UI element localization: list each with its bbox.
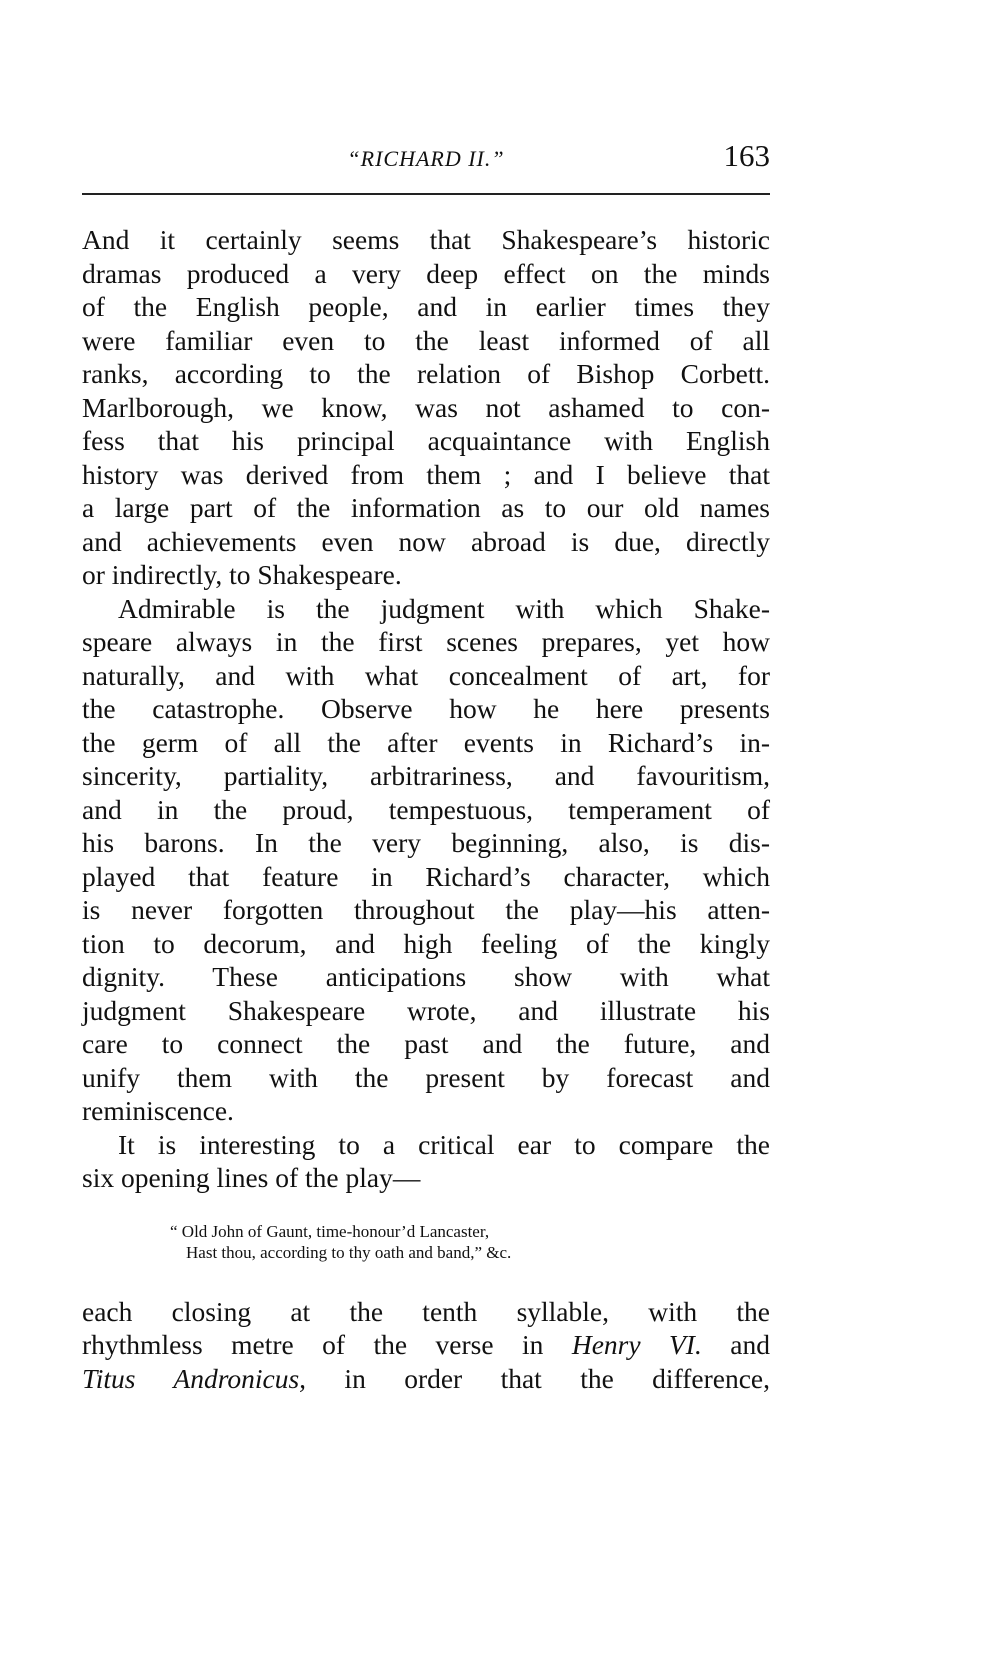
text-line: or indirectly, to Shakespeare.	[82, 559, 402, 590]
quotation-line: Hast thou, according to thy oath and band,” &c.	[186, 1242, 512, 1262]
text-line: fess that his principal acquaintance with English	[82, 425, 770, 456]
play-title-titus-andronicus: Titus Andronicus,	[82, 1362, 307, 1394]
text-line: speare always in the first scenes prepares, yet how	[82, 626, 770, 657]
text-line: care to connect the past and the future, and	[82, 1028, 770, 1059]
text-line: Marlborough, we know, was not ashamed to con-	[82, 391, 770, 423]
text-line: It is interesting to a critical ear to compare the	[118, 1128, 770, 1160]
text-line: the catastrophe. Observe how he here presents	[82, 693, 770, 724]
page-header	[82, 138, 770, 178]
text-line: And it certainly seems that Shakespeare’s historic	[82, 224, 770, 255]
verse-quotation	[170, 1221, 770, 1263]
text-line: six opening lines of the play—	[82, 1162, 421, 1193]
text-segment: and	[701, 1329, 770, 1360]
text-line: naturally, and with what concealment of art, for	[82, 659, 770, 691]
text-line	[82, 1328, 770, 1362]
text-line: were familiar even to the least informed of all	[82, 324, 770, 356]
text-line: sincerity, partiality, arbitrariness, and favouritism,	[82, 760, 770, 791]
paragraph	[82, 1128, 770, 1195]
text-line: ranks, according to the relation of Bishop Corbett.	[82, 358, 770, 389]
text-segment: in order that the difference,	[306, 1362, 770, 1394]
play-title-henry-vi: Henry VI.	[571, 1329, 702, 1360]
text-line: of the English people, and in earlier times they	[82, 291, 770, 322]
page-number: 163	[723, 138, 770, 173]
paragraph	[82, 223, 770, 592]
paragraph	[82, 1295, 770, 1396]
text-line: and in the proud, tempestuous, temperament of	[82, 793, 770, 825]
paragraph	[82, 592, 770, 1128]
text-line: the germ of all the after events in Richard’s in-	[82, 726, 770, 758]
text-line	[82, 1362, 770, 1396]
text-line: played that feature in Richard’s character, which	[82, 860, 770, 892]
body-text	[82, 223, 770, 1395]
running-head: “RICHARD II.”	[347, 146, 505, 171]
text-line: dignity. These anticipations show with what	[82, 961, 770, 992]
quotation-line: “ Old John of Gaunt, time-honour’d Lancaster,	[170, 1221, 490, 1241]
text-line: a large part of the information as to our old names	[82, 492, 770, 523]
text-line: tion to decorum, and high feeling of the kingly	[82, 927, 770, 959]
text-line: dramas produced a very deep effect on the minds	[82, 257, 770, 289]
text-line: judgment Shakespeare wrote, and illustrate his	[82, 994, 770, 1026]
text-line: reminiscence.	[82, 1095, 234, 1126]
text-line: and achievements even now abroad is due, directly	[82, 525, 770, 557]
text-line: Admirable is the judgment with which Shake-	[118, 592, 770, 624]
header-rule	[82, 193, 770, 195]
text-segment: rhythmless metre of the verse in	[82, 1329, 572, 1360]
text-line: history was derived from them ; and I believe that	[82, 458, 770, 490]
text-line: is never forgotten throughout the play—his atten-	[82, 894, 770, 925]
text-line: unify them with the present by forecast and	[82, 1061, 770, 1093]
text-line: his barons. In the very beginning, also, is dis-	[82, 827, 770, 858]
text-line: each closing at the tenth syllable, with the	[82, 1295, 770, 1327]
